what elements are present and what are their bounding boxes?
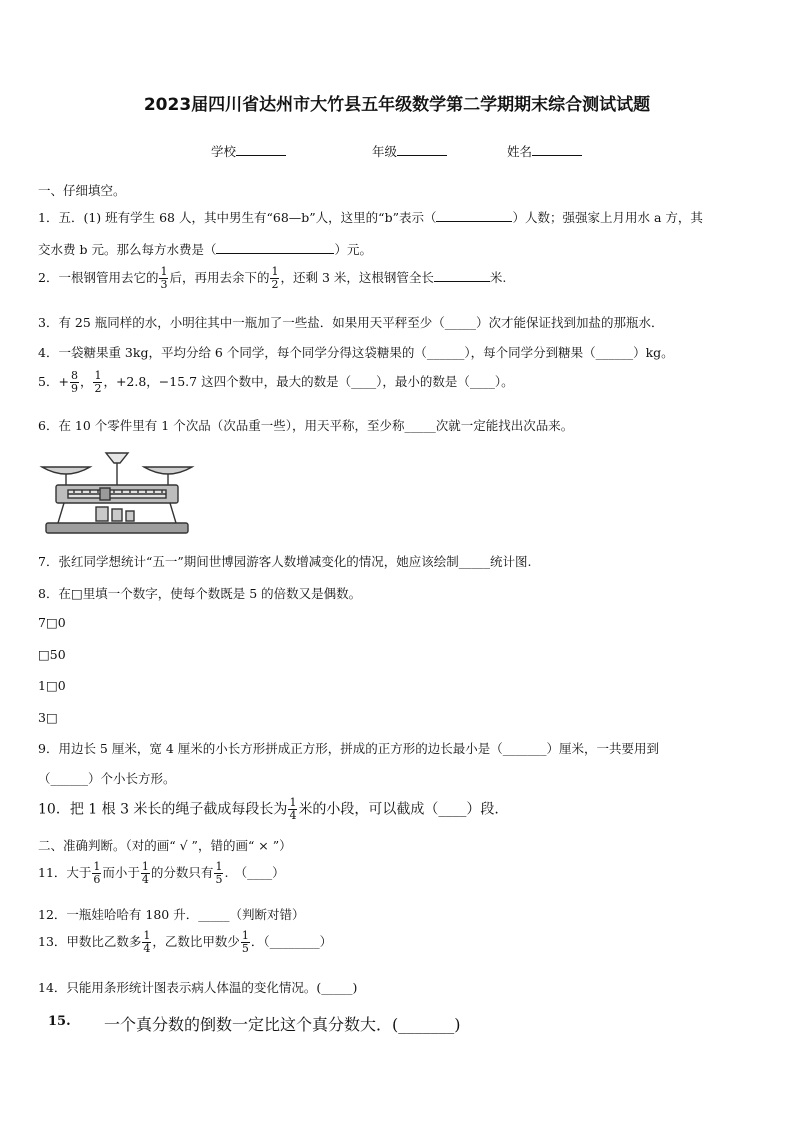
q13-text-a: 13．甲数比乙数多: [38, 934, 142, 949]
q13-text-c: ．（________）: [250, 934, 333, 949]
q11-text-b: 而小于: [102, 865, 140, 880]
q2-text-c: ，还剩 3 米，这根钢管全长: [280, 270, 434, 285]
school-label: 学校: [211, 144, 237, 159]
q11-text-d: . （____）: [224, 865, 285, 880]
q1-text-a: 1．五．(1) 班有学生 68 人，其中男生有“68—b”人，这里的“b”表示（: [38, 210, 437, 225]
question-6: 6．在 10 个零件里有 1 个次品（次品重一些），用天平称，至少称_____次就一定能找出次品来。: [38, 418, 574, 433]
fraction-one-fifth: $\frac{1}{5}$: [241, 929, 249, 955]
question-4: 4．一袋糖果重 3kg，平均分给 6 个同学，每个同学分得这袋糖果的（______），每个同学分到糖果（______）kg。: [38, 345, 674, 360]
question-15-number: 15.: [48, 1014, 71, 1029]
q2-blank[interactable]: [434, 269, 490, 282]
q8-item-4[interactable]: 3□: [38, 710, 58, 725]
q1-blank-2[interactable]: [216, 241, 334, 254]
name-blank[interactable]: [532, 143, 582, 156]
fraction-one-half: $\frac{1}{2}$: [271, 265, 279, 291]
q2-text-b: 后，再用去余下的: [169, 270, 270, 285]
q5-text-a: 5．+: [38, 374, 69, 389]
question-9-line-2: （______）个小长方形。: [38, 771, 176, 786]
question-11: [38, 861, 285, 886]
section-1-heading: 一、仔细填空。: [38, 183, 126, 198]
q8-item-1[interactable]: 7□0: [38, 615, 66, 630]
question-2: [38, 266, 506, 291]
question-13: [38, 930, 332, 955]
q1-text-b: ）人数；强强家上月用水 a 方，其: [512, 210, 703, 225]
fraction-one-third: $\frac{1}{3}$: [160, 265, 168, 291]
q13-text-b: ，乙数比甲数少: [152, 934, 240, 949]
q8-item-3[interactable]: 1□0: [38, 678, 66, 693]
q5-text-c: ，+2.8，−15.7 这四个数中，最大的数是（____），最小的数是（____）。: [103, 374, 514, 389]
q1-text-d: ）元。: [334, 242, 372, 257]
question-1-line-1: [38, 208, 703, 226]
q11-text-c: 的分数只有: [150, 865, 214, 880]
question-12: 12．一瓶娃哈哈有 180 升．_____（判断对错）: [38, 907, 305, 922]
grade-blank[interactable]: [397, 143, 447, 156]
question-15: 一个真分数的倒数一定比这个真分数大．(_______): [104, 1015, 461, 1034]
question-3: 3．有 25 瓶同样的水，小明往其中一瓶加了一些盐．如果用天平秤至少（_____）次才能保证找到加盐的那瓶水．: [38, 315, 664, 330]
section-2-heading: 二、准确判断。（对的画“ √ ”，错的画“ × ”）: [38, 838, 292, 853]
question-10: [38, 797, 499, 822]
q2-text-d: 米.: [489, 270, 507, 285]
q8-item-2[interactable]: □50: [38, 647, 66, 662]
grade-field: [372, 142, 447, 160]
question-14: 14．只能用条形统计图表示病人体温的变化情况。(_____): [38, 980, 358, 995]
name-label: 姓名: [507, 144, 533, 159]
fraction-one-sixth: $\frac{1}{6}$: [93, 860, 101, 886]
grade-label: 年级: [372, 144, 398, 159]
page-title: 2023届四川省达州市大竹县五年级数学第二学期期末综合测试试题: [143, 95, 651, 115]
fraction-one-half: $\frac{1}{2}$: [94, 369, 102, 395]
q1-blank-1[interactable]: [436, 209, 512, 222]
question-9-line-1: 9．用边长 5 厘米，宽 4 厘米的小长方形拼成正方形，拼成的正方形的边长最小是（_______）厘米，一共要用到: [38, 741, 660, 756]
name-field: [507, 142, 582, 160]
fraction-one-quarter: $\frac{1}{4}$: [143, 929, 151, 955]
q5-text-b: ，: [79, 374, 93, 389]
q10-text-a: 10．把 1 根 3 米长的绳子截成每段长为: [38, 801, 288, 818]
q10-text-b: 米的小段，可以截成（____）段.: [298, 801, 499, 818]
question-1-line-2: [38, 240, 372, 258]
q1-text-c: 交水费 b 元。那么每方水费是（: [38, 242, 217, 257]
q11-text-a: 11．大于: [38, 865, 92, 880]
fraction-one-fifth: $\frac{1}{5}$: [215, 860, 223, 886]
fraction-one-quarter: $\frac{1}{4}$: [289, 796, 297, 822]
balance-scale-image: [38, 447, 196, 537]
question-7: 7．张红同学想统计“五一”期间世博园游客人数增减变化的情况，她应该绘制_____统计图.: [38, 554, 532, 569]
question-8: 8．在□里填一个数字，使每个数既是 5 的倍数又是偶数。: [38, 586, 362, 601]
school-field: [211, 142, 286, 160]
school-blank[interactable]: [236, 143, 286, 156]
q2-text-a: 2．一根钢管用去它的: [38, 270, 159, 285]
fraction-eight-ninths: $\frac{8}{9}$: [70, 369, 78, 395]
question-5: [38, 370, 514, 395]
fraction-one-quarter: $\frac{1}{4}$: [141, 860, 149, 886]
